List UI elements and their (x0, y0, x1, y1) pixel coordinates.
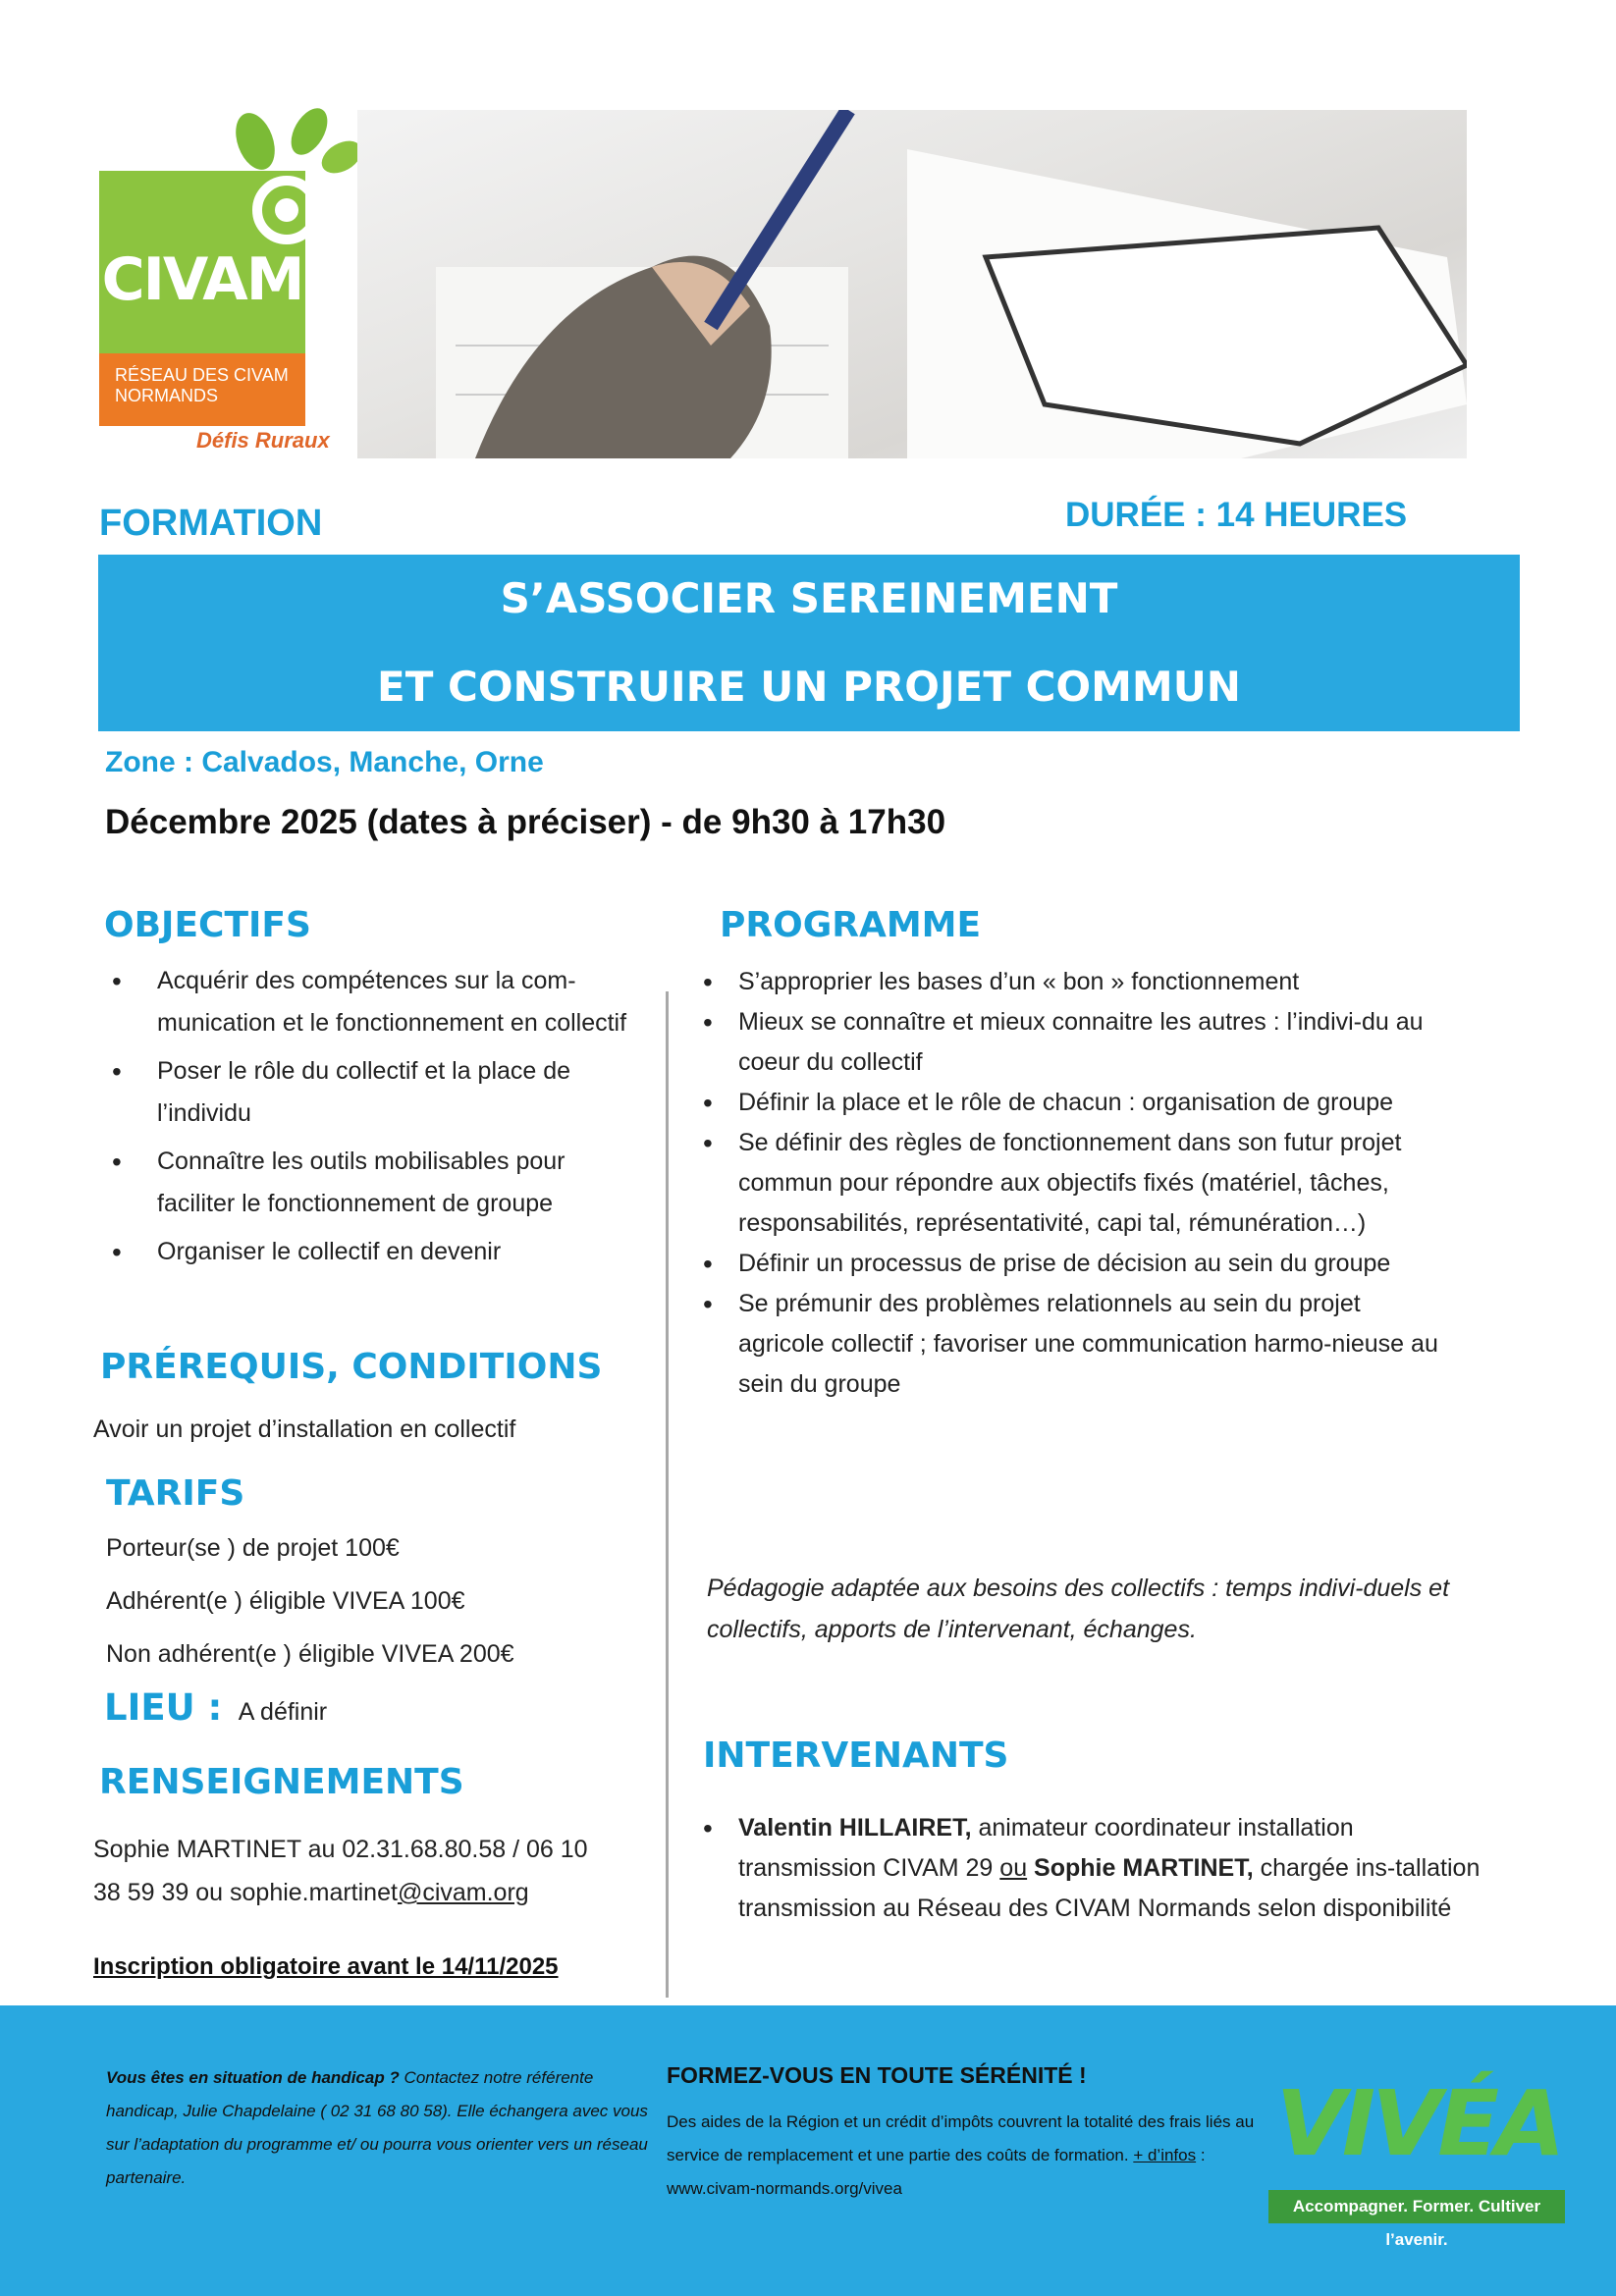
zone-text: Zone : Calvados, Manche, Orne (105, 746, 544, 778)
leaf-icon (216, 102, 363, 249)
lieu (104, 1686, 327, 1734)
formation-label: FORMATION (99, 503, 323, 544)
list-item: • Organiser le collectif en devenir (106, 1231, 636, 1273)
tarif-item: Porteur(se ) de projet 100€ (106, 1534, 400, 1562)
tarifs-list (106, 1522, 514, 1681)
lieu-value: A définir (238, 1698, 328, 1726)
list-item: • Valentin HILLAIRET, animateur coordinateur installation transmission CIVAM 29 ou Sophie MARTINET, chargée ins-tallation transmission au Réseau des CIVAM Normands selon disponibilité (703, 1808, 1488, 1929)
defis-ruraux-tagline: Défis Ruraux (196, 428, 330, 453)
vivea-slogan: Accompagner. Former. Cultiver l’avenir. (1268, 2190, 1565, 2223)
serenite-text: Des aides de la Région et un crédit d’impôts couvrent la totalité des frais liés au service de remplacement et une partie des coûts de formation. + d’infos : www.civam-normands.org/vivea (667, 2112, 1255, 2198)
date-text: Décembre 2025 (dates à préciser) - de 9h30 à 17h30 (105, 803, 946, 841)
list-item: • Mieux se connaître et mieux connaitre les autres : l’indivi-du au coeur du collectif (703, 1002, 1449, 1083)
renseignements-title: RENSEIGNEMENTS (99, 1762, 464, 1802)
list-item: • Définir la place et le rôle de chacun : organisation de groupe (703, 1083, 1449, 1123)
objectifs-list (106, 960, 636, 1273)
inscription-text: Inscription obligatoire avant le 14/11/2025 (93, 1953, 559, 1980)
handicap-notice: Vous êtes en situation de handicap ? Contactez notre référente handicap, Julie Chapdelaine ( 02 31 68 80 58). Elle échangera avec vous sur l’adaptation du programme et/ ou pourra vous orienter vers un réseau partenaire. (106, 2068, 648, 2187)
list-item: • Acquérir des compétences sur la com-munication et le fonctionnement en collectif (106, 960, 636, 1044)
serenite-title: FORMEZ-VOUS EN TOUTE SÉRÉNITÉ ! (667, 2062, 1087, 2088)
intervenants-title: INTERVENANTS (703, 1735, 1009, 1776)
infos-link[interactable]: + d’infos (1133, 2146, 1197, 2164)
tarif-item: Adhérent(e ) éligible VIVEA 100€ (106, 1587, 465, 1615)
duree-label: DURÉE : 14 HEURES (1065, 496, 1408, 534)
list-item: • Se prémunir des problèmes relationnels au sein du projet agricole collectif ; favoriser une communication harmo-nieuse au sein du groupe (703, 1284, 1449, 1405)
list-item: • Connaître les outils mobilisables pour faciliter le fonctionnement de groupe (106, 1141, 636, 1225)
programme-title: PROGRAMME (720, 905, 982, 945)
lieu-title: LIEU : (104, 1686, 223, 1729)
renseignements-text: Sophie MARTINET au 02.31.68.80.58 / 06 10 38 59 39 ou sophie.martinet@civam.org (93, 1836, 588, 1906)
pedagogie-text: Pédagogie adaptée aux besoins des collectifs : temps indivi-duels et collectifs, apports de l’intervenant, échanges. (707, 1575, 1450, 1643)
email-link[interactable]: @civam.org (397, 1879, 529, 1906)
vivea-logo: VIVÉA (1275, 2071, 1562, 2176)
title-line-1: S’ASSOCIER SEREINEMENT (500, 574, 1118, 622)
civam-brand: CIVAM (101, 245, 303, 314)
column-divider (666, 991, 669, 1998)
prerequis-text: Avoir un projet d’installation en collectif (93, 1415, 516, 1443)
list-item: • Se définir des règles de fonctionnement dans son futur projet commun pour répondre aux objectifs fixés (matériel, tâches, responsabilités, représentativité, capi tal, rémunération…) (703, 1123, 1449, 1244)
intervenants-list (703, 1808, 1488, 1929)
network-name: RÉSEAU DES CIVAM NORMANDS (115, 365, 289, 405)
title-line-2: ET CONSTRUIRE UN PROJET COMMUN (377, 663, 1241, 711)
objectifs-title: OBJECTIFS (104, 905, 311, 945)
list-item: • S’approprier les bases d’un « bon » fonctionnement (703, 962, 1449, 1002)
tarifs-title: TARIFS (106, 1473, 245, 1514)
tarif-item: Non adhérent(e ) éligible VIVEA 200€ (106, 1640, 514, 1668)
header-photo (357, 110, 1467, 458)
list-item: • Définir un processus de prise de décision au sein du groupe (703, 1244, 1449, 1284)
list-item: • Poser le rôle du collectif et la place de l’individu (106, 1050, 636, 1135)
prerequis-title: PRÉREQUIS, CONDITIONS (100, 1347, 603, 1387)
programme-list (703, 962, 1449, 1405)
